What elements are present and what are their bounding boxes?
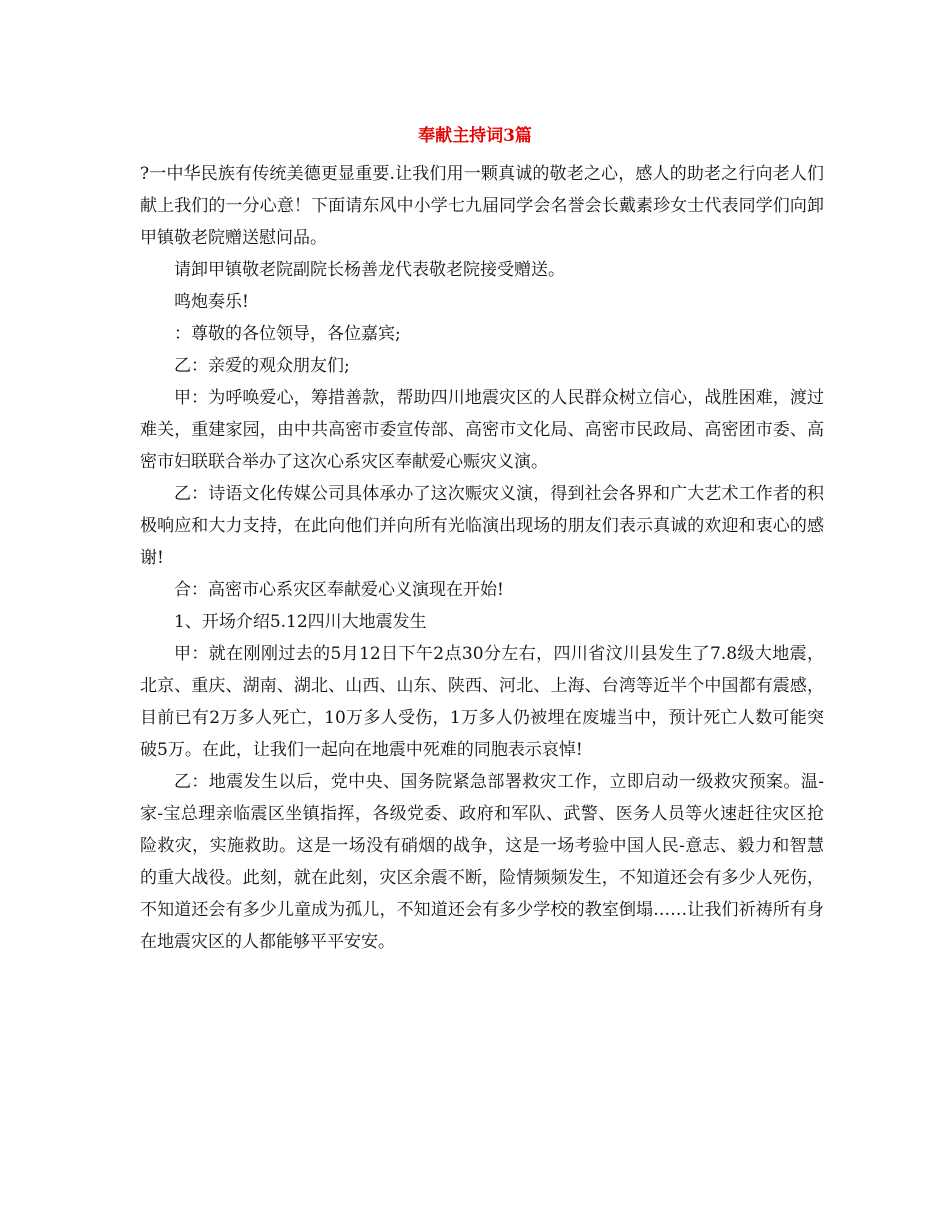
paragraph-7: 乙：诗语文化传媒公司具体承办了这次赈灾义演，得到社会各界和广大艺术工作者的积极响应和大力支持，在此向他们并向所有光临演出现场的朋友们表示真诚的欢迎和衷心的感谢!: [140, 484, 824, 568]
document-title: 奉献主持词3篇: [418, 126, 532, 146]
paragraph-8: 合：高密市心系灾区奉献爱心义演现在开始!: [174, 580, 504, 600]
paragraph-2: 请卸甲镇敬老院副院长杨善龙代表敬老院接受赠送。: [174, 260, 565, 280]
paragraph-5: 乙：亲爱的观众朋友们;: [174, 356, 350, 376]
paragraph-9: 1、开场介绍5.12四川大地震发生: [174, 612, 427, 632]
paragraph-3: 鸣炮奏乐!: [174, 292, 249, 312]
paragraph-10: 甲：就在刚刚过去的5月12日下午2点30分左右，四川省汶川县发生了7.8级大地震，北京、重庆、湖南、湖北、山西、山东、陕西、河北、上海、台湾等近半个中国都有震感，目前已有2万多人死亡，10万多人受伤，1万多人仍被埋在废墟当中，预计死亡人数可能突破5万。在此，让我们一起向在地震中死难的同胞表示哀悼!: [140, 644, 824, 760]
document-body: [140, 158, 824, 958]
paragraph-4: ：尊敬的各位领导，各位嘉宾;: [174, 324, 401, 344]
paragraph-11: 乙：地震发生以后，党中央、国务院紧急部署救灾工作，立即启动一级救灾预案。温-家-宝总理亲临震区坐镇指挥，各级党委、政府和军队、武警、医务人员等火速赶往灾区抢险救灾，实施救助。这是一场没有硝烟的战争，这是一场考验中国人民-意志、毅力和智慧的重大战役。此刻，就在此刻，灾区余震不断，险情频频发生，不知道还会有多少人死伤，不知道还会有多少儿童成为孤儿，不知道还会有多少学校的教室倒塌……让我们祈祷所有身在地震灾区的人都能够平平安安。: [140, 772, 824, 952]
paragraph-6: 甲：为呼唤爱心，筹措善款，帮助四川地震灾区的人民群众树立信心，战胜困难，渡过难关，重建家园，由中共高密市委宣传部、高密市文化局、高密市民政局、高密团市委、高密市妇联联合举办了这次心系灾区奉献爱心赈灾义演。: [140, 388, 824, 472]
paragraph-1: ?一中华民族有传统美德更显重要.让我们用一颗真诚的敬老之心，感人的助老之行向老人们献上我们的一分心意！下面请东风中小学七九届同学会名誉会长戴素珍女士代表同学们向卸甲镇敬老院赠送慰问品。: [140, 164, 824, 248]
